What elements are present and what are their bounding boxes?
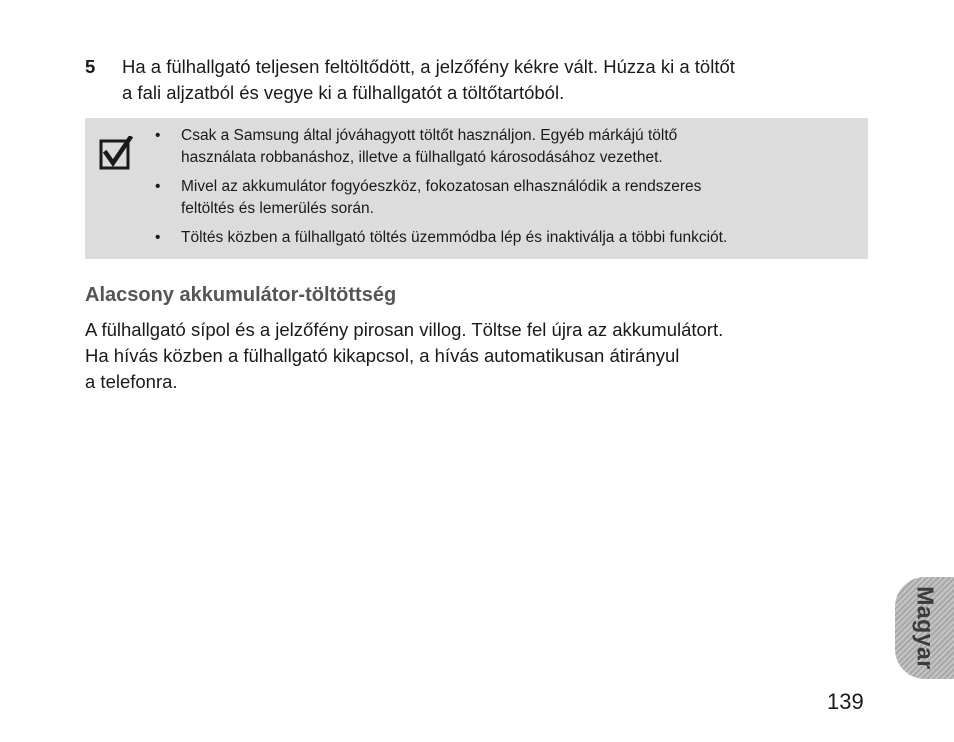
note-line: használata robbanáshoz, illetve a fülhallgató károsodásához vezethet. [181,149,663,166]
note-line: feltöltés és lemerülés során. [181,200,374,217]
step-text-line: a fali aljzatból és vegye ki a fülhallgatót a töltőtartóból. [122,82,565,103]
step-number: 5 [85,56,96,77]
note-line: Töltés közben a fülhallgató töltés üzemmódba lép és inaktiválja a többi funkciót. [181,229,728,246]
note-list [155,125,855,256]
note-line: Mivel az akkumulátor fogyóeszköz, fokozatosan elhasználódik a rendszeres [181,178,702,195]
section-heading: Alacsony akkumulátor-töltöttség [85,284,397,306]
note-item [155,227,855,249]
language-tab [895,577,954,679]
note-line: Csak a Samsung által jóváhagyott töltőt használjon. Egyéb márkájú töltő [181,127,678,144]
note-box [85,118,868,259]
note-item [155,176,855,220]
body-line: A fülhallgató sípol és a jelzőfény pirosan villog. Töltse fel újra az akkumulátort. [85,319,724,340]
step-text [122,54,842,106]
step-text-line: Ha a fülhallgató teljesen feltöltődött, a jelzőfény kékre vált. Húzza ki a töltőt [122,56,735,77]
body-line: Ha hívás közben a fülhallgató kikapcsol, a hívás automatikusan átirányul [85,345,680,366]
bullet: • [155,229,161,246]
language-label: Magyar [912,586,938,670]
bullet: • [155,127,161,144]
page-number: 139 [827,689,864,714]
section-body [85,317,845,395]
body-line: a telefonra. [85,371,178,392]
bullet: • [155,178,161,195]
checkbox-check-icon [99,136,133,170]
note-item [155,125,855,169]
